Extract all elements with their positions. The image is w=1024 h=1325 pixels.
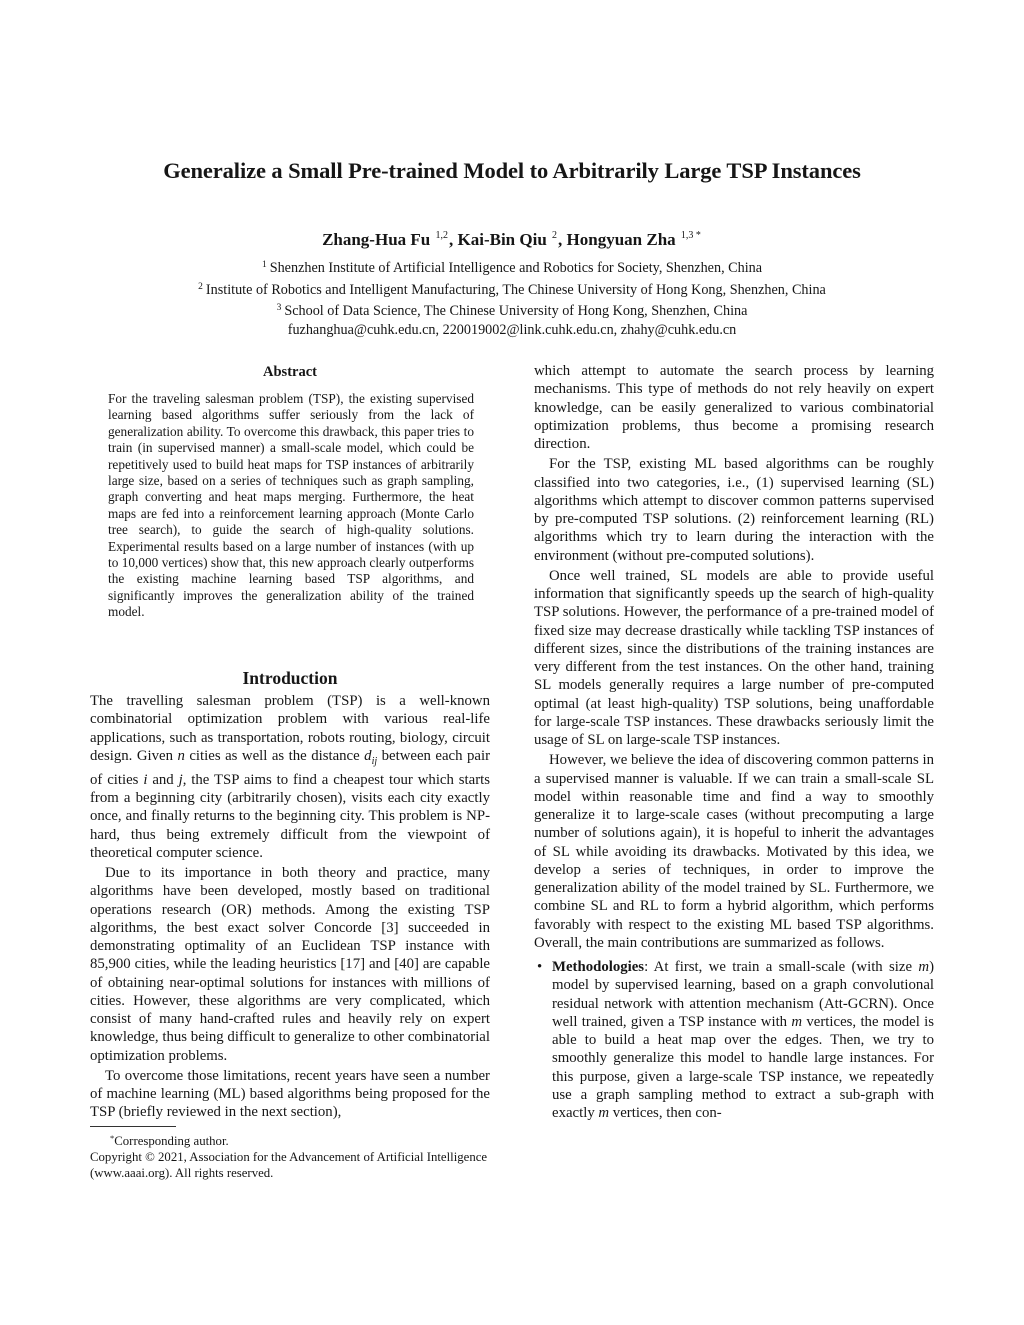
affiliation-line: $^2$ Institute of Robotics and Intelligent Manufacturing, The Chinese University of Hong Kong, Shenzhen, China (198, 281, 826, 298)
intro-paragraph-1: The travelling salesman problem (TSP) is a well-known combinatorial optimization problem with various real-life applications, such as transportation, robots routing, biology, circuit design. Given n cities as well as the distance $d_{ij}$ between each pair of cities i and j, the TSP aims to find a cheapest tour which starts from a beginning city (arbitrarily chosen), visits each city exactly once, and finally returns to the beginning city. This problem is NP-hard, thus being extremely difficult from the viewpoint of theoretical computer science. (90, 693, 491, 861)
math-var: i (143, 771, 148, 788)
affiliation-line: $^1$ Shenzhen Institute of Artificial Intelligence and Robotics for Society, Shenzhen, China (261, 260, 763, 276)
introduction-heading: Introduction (242, 668, 338, 688)
footnote (90, 1130, 510, 1181)
right-paragraph-1: which attempt to automate the search process by learning mechanisms. This type of methods do not rely heavily on expert knowledge, can be easily generalized to various combinatorial optimization problems, thus become a promising research direction. (534, 363, 934, 452)
author-emails: fuzhanghua@cuhk.edu.cn, 220019002@link.cuhk.edu.cn, zhahy@cuhk.edu.cn (287, 321, 737, 338)
abstract-body (108, 391, 474, 621)
right-column-body (534, 362, 934, 1122)
contribution-item-methodologies: • Methodologies: At first, we train a small-scale (with size m) model by supervised learning, based on a graph convolutional residual network with attention mechanism (Att-GCRN). Once well trained, given a TSP instance with m vertices, the model is able to build a heat map over the edges. Then, we try to smoothly generalize this model to handle large instances. For this purpose, given a large-scale TSP instance, we repeatedly use a graph sampling method to extract a sub-graph with exactly m vertices, then con- (537, 959, 935, 1121)
author-list: Zhang-Hua Fu $^{1,2}$, Kai-Bin Qiu $^2$, Hongyuan Zha $^{1,3 *}$ (322, 230, 701, 249)
math-var: m (791, 1013, 803, 1030)
math-var: j (178, 771, 183, 788)
left-column-body (90, 692, 490, 1122)
affiliations (0, 256, 1024, 339)
paper-title: Generalize a Small Pre-trained Model to Arbitrarily Large TSP Instances (163, 158, 861, 183)
affiliation-line: $^3$ School of Data Science, The Chinese University of Hong Kong, Shenzhen, China (276, 303, 748, 320)
author-name: Hongyuan Zha (566, 230, 676, 249)
intro-paragraph-3: To overcome those limitations, recent years have seen a number of machine learning (ML) based algorithms being proposed for the TSP (briefly reviewed in the next section), (90, 1067, 490, 1121)
author-affiliation-marker: 1,3 * (680, 230, 701, 241)
math-var: d (364, 747, 372, 764)
intro-paragraph-2: Due to its importance in both theory and practice, many algorithms have been developed, mostly based on traditional operations research (OR) methods. Among the existing TSP algorithms, the best exact solver Concorde [3] succeeded in demonstrating optimality of an Euclidean TSP instance with 85,900 cities, while the leading heuristics [17] and [40] are capable of obtaining near-optimal solutions for instances with millions of cities. However, these algorithms are very complicated, which consist of many hand-crafted rules and heavily rely on expert knowledge, thus being difficult to generalize to other combinatorial optimization problems. (90, 865, 490, 1064)
footnote-divider (90, 1126, 176, 1127)
author-affiliation-marker: 1,2 (435, 230, 448, 241)
contributions-list (534, 958, 934, 1122)
abstract-heading: Abstract (263, 364, 317, 380)
author-affiliation-marker: 2 (552, 230, 558, 241)
copyright-notice: Copyright © 2021, Association for the Advancement of Artificial Intelligence (www.aaai.org). All rights reserved. (90, 1150, 488, 1180)
corresponding-author-note: *Corresponding author. (110, 1133, 229, 1148)
right-paragraph-2: For the TSP, existing ML based algorithms can be roughly classified into two categories, i.e., (1) supervised learning (SL) algorithms which attempt to discover common patterns supervised by pre-computed TSP solutions. (2) reinforcement learning (RL) algorithms which try to learn during the interaction with the environment (without pre-computed solutions). (534, 456, 934, 564)
abstract-text: For the traveling salesman problem (TSP), the existing supervised learning based algorithms suffer seriously from the lack of generalization ability. To overcome this drawback, this paper tries to train (in supervised manner) a small-scale model, which could be repetitively used to build heat maps for TSP instances of arbitrarily large size, based on a series of techniques such as graph sampling, graph converting and heat maps merging. Furthermore, the heat maps are fed into a reinforcement learning approach (Monte Carlo tree search), to guide the search of high-quality solutions. Experimental results based on a large number of instances (with up to 10,000 vertices) show that, this new approach clearly outperforms the existing machine learning based TSP algorithms, and significantly improves the generalization ability of the trained model. (108, 391, 474, 620)
contribution-label: Methodologies (552, 959, 645, 975)
author-name: Zhang-Hua Fu (322, 230, 431, 249)
math-var: m (918, 959, 930, 975)
math-var: m (598, 1105, 610, 1121)
right-paragraph-4: However, we believe the idea of discovering common patterns in a supervised manner is valuable. If we can train a small-scale SL model within reasonable time and find a way to smoothly generalize it to large-scale cases (without precomputing a large number of solutions again), it is hopeful to inherit the advantages of SL while avoiding its drawbacks. Motivated by this idea, we develop a series of techniques, in order to improve the generalization ability of the model trained by SL. Furthermore, we combine SL and RL to form a hybrid algorithm, which performs favorably with respect to the existing ML based TSP algorithms. Overall, the main contributions are summarized as follows. (534, 752, 934, 951)
math-var: n (177, 747, 185, 764)
author-name: Kai-Bin Qiu (457, 230, 547, 249)
bullet-dot: • (537, 959, 543, 975)
right-paragraph-3: Once well trained, SL models are able to provide useful information that significantly speeds up the search of high-quality TSP solutions. However, the performance of a pre-trained model of fixed size may decrease drastically while tackling TSP instances of different sizes, since the distributions of the training instances are very different from the test instances. On the other hand, training SL models generally requires a large number of pre-computed optimal (at least high-quality) TSP solutions, being unaffordable for large-scale TSP instances. These drawbacks seriously limit the usage of SL on large-scale TSP instances. (534, 567, 934, 748)
